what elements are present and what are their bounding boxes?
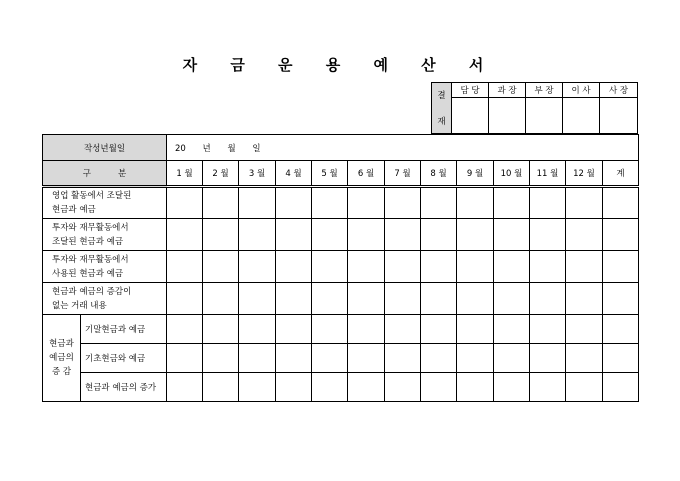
cell[interactable] [348, 251, 385, 283]
cell[interactable] [457, 373, 494, 402]
month-header: 2 월 [203, 161, 239, 187]
cell[interactable] [348, 373, 385, 402]
cell[interactable] [421, 373, 457, 402]
month-header: 11 월 [530, 161, 566, 187]
cell[interactable] [421, 344, 457, 373]
row-label: 투자와 재무활동에서 조달된 현금과 예금 [43, 219, 167, 251]
cell[interactable] [348, 283, 385, 315]
cell[interactable] [276, 251, 312, 283]
cell[interactable] [203, 187, 239, 219]
cell[interactable] [167, 283, 203, 315]
row-label: 현금과 예금의 증감이 없는 거래 내용 [43, 283, 167, 315]
cell[interactable] [385, 187, 421, 219]
cell[interactable] [494, 187, 530, 219]
cell[interactable] [167, 373, 203, 402]
month-header: 3 월 [239, 161, 276, 187]
subrow-label: 기말현금과 예금 [81, 315, 167, 344]
cell[interactable] [348, 219, 385, 251]
approval-box [431, 82, 638, 134]
cell[interactable] [312, 373, 348, 402]
cell[interactable] [276, 219, 312, 251]
month-header: 7 월 [385, 161, 421, 187]
cell[interactable] [530, 315, 566, 344]
cell[interactable] [530, 344, 566, 373]
date-label: 작성년월일 [43, 135, 167, 161]
cell[interactable] [421, 251, 457, 283]
cell[interactable] [167, 344, 203, 373]
approval-sign-3[interactable] [526, 98, 563, 134]
approval-sign-2[interactable] [489, 98, 526, 134]
cell[interactable] [603, 187, 639, 219]
cell[interactable] [603, 219, 639, 251]
cell[interactable] [385, 373, 421, 402]
cell[interactable] [566, 187, 603, 219]
cell[interactable] [276, 315, 312, 344]
group-label: 현금과 예금의 증 감 [43, 315, 81, 402]
cell[interactable] [603, 344, 639, 373]
approval-role-1: 담 당 [452, 83, 489, 98]
cell[interactable] [276, 344, 312, 373]
approval-role-2: 과 장 [489, 83, 526, 98]
subrow-label: 기초현금와 예금 [81, 344, 167, 373]
cell[interactable] [167, 187, 203, 219]
month-header: 4 월 [276, 161, 312, 187]
cell[interactable] [348, 315, 385, 344]
cell[interactable] [385, 344, 421, 373]
total-header: 계 [603, 161, 639, 187]
subrow-label: 현금과 예금의 증가 [81, 373, 167, 402]
month-header: 9 월 [457, 161, 494, 187]
cell[interactable] [530, 373, 566, 402]
cell[interactable] [494, 251, 530, 283]
cell[interactable] [457, 315, 494, 344]
cell[interactable] [385, 283, 421, 315]
cell[interactable] [457, 251, 494, 283]
cell[interactable] [239, 283, 276, 315]
date-field[interactable]: 20 년 월 일 [167, 135, 639, 161]
page-title: 자 금 운 용 예 산 서 [182, 56, 498, 74]
cell[interactable] [239, 344, 276, 373]
cell[interactable] [421, 219, 457, 251]
budget-table [42, 134, 639, 402]
cell[interactable] [457, 219, 494, 251]
month-header: 10 월 [494, 161, 530, 187]
month-header: 8 월 [421, 161, 457, 187]
cell[interactable] [494, 373, 530, 402]
cell[interactable] [494, 315, 530, 344]
row-label: 투자와 재무활동에서 사용된 현금과 예금 [43, 251, 167, 283]
cell[interactable] [530, 283, 566, 315]
month-header: 1 월 [167, 161, 203, 187]
cell[interactable] [494, 283, 530, 315]
approval-label: 결 재 [432, 83, 452, 134]
cell[interactable] [203, 344, 239, 373]
cell[interactable] [312, 219, 348, 251]
cell[interactable] [312, 283, 348, 315]
cell[interactable] [566, 373, 603, 402]
cell[interactable] [494, 344, 530, 373]
approval-sign-5[interactable] [600, 98, 638, 134]
cell[interactable] [312, 251, 348, 283]
cell[interactable] [312, 344, 348, 373]
approval-role-5: 사 장 [600, 83, 638, 98]
cell[interactable] [421, 187, 457, 219]
category-label: 구 분 [43, 161, 167, 187]
cell[interactable] [566, 251, 603, 283]
cell[interactable] [312, 187, 348, 219]
cell[interactable] [566, 344, 603, 373]
cell[interactable] [167, 251, 203, 283]
month-header: 6 월 [348, 161, 385, 187]
cell[interactable] [566, 283, 603, 315]
row-label: 영업 활동에서 조달된 현금과 예금 [43, 187, 167, 219]
cell[interactable] [530, 187, 566, 219]
cell[interactable] [348, 344, 385, 373]
cell[interactable] [239, 315, 276, 344]
cell[interactable] [312, 315, 348, 344]
cell[interactable] [203, 283, 239, 315]
month-header: 5 월 [312, 161, 348, 187]
cell[interactable] [203, 251, 239, 283]
cell[interactable] [276, 283, 312, 315]
cell[interactable] [276, 373, 312, 402]
cell[interactable] [385, 315, 421, 344]
cell[interactable] [203, 219, 239, 251]
cell[interactable] [421, 315, 457, 344]
cell[interactable] [276, 187, 312, 219]
cell[interactable] [167, 219, 203, 251]
cell[interactable] [494, 219, 530, 251]
cell[interactable] [203, 373, 239, 402]
cell[interactable] [603, 315, 639, 344]
cell[interactable] [457, 187, 494, 219]
month-header: 12 월 [566, 161, 603, 187]
cell[interactable] [421, 283, 457, 315]
cell[interactable] [239, 187, 276, 219]
approval-sign-1[interactable] [452, 98, 489, 134]
cell[interactable] [239, 251, 276, 283]
cell[interactable] [530, 251, 566, 283]
cell[interactable] [239, 373, 276, 402]
cell[interactable] [566, 315, 603, 344]
cell[interactable] [385, 219, 421, 251]
cell[interactable] [203, 315, 239, 344]
approval-sign-4[interactable] [563, 98, 600, 134]
cell[interactable] [385, 251, 421, 283]
cell[interactable] [566, 219, 603, 251]
cell[interactable] [348, 187, 385, 219]
approval-role-3: 부 장 [526, 83, 563, 98]
cell[interactable] [457, 283, 494, 315]
cell[interactable] [603, 283, 639, 315]
approval-role-4: 이 사 [563, 83, 600, 98]
cell[interactable] [167, 315, 203, 344]
cell[interactable] [530, 219, 566, 251]
cell[interactable] [239, 219, 276, 251]
cell[interactable] [603, 251, 639, 283]
cell[interactable] [457, 344, 494, 373]
cell[interactable] [603, 373, 639, 402]
